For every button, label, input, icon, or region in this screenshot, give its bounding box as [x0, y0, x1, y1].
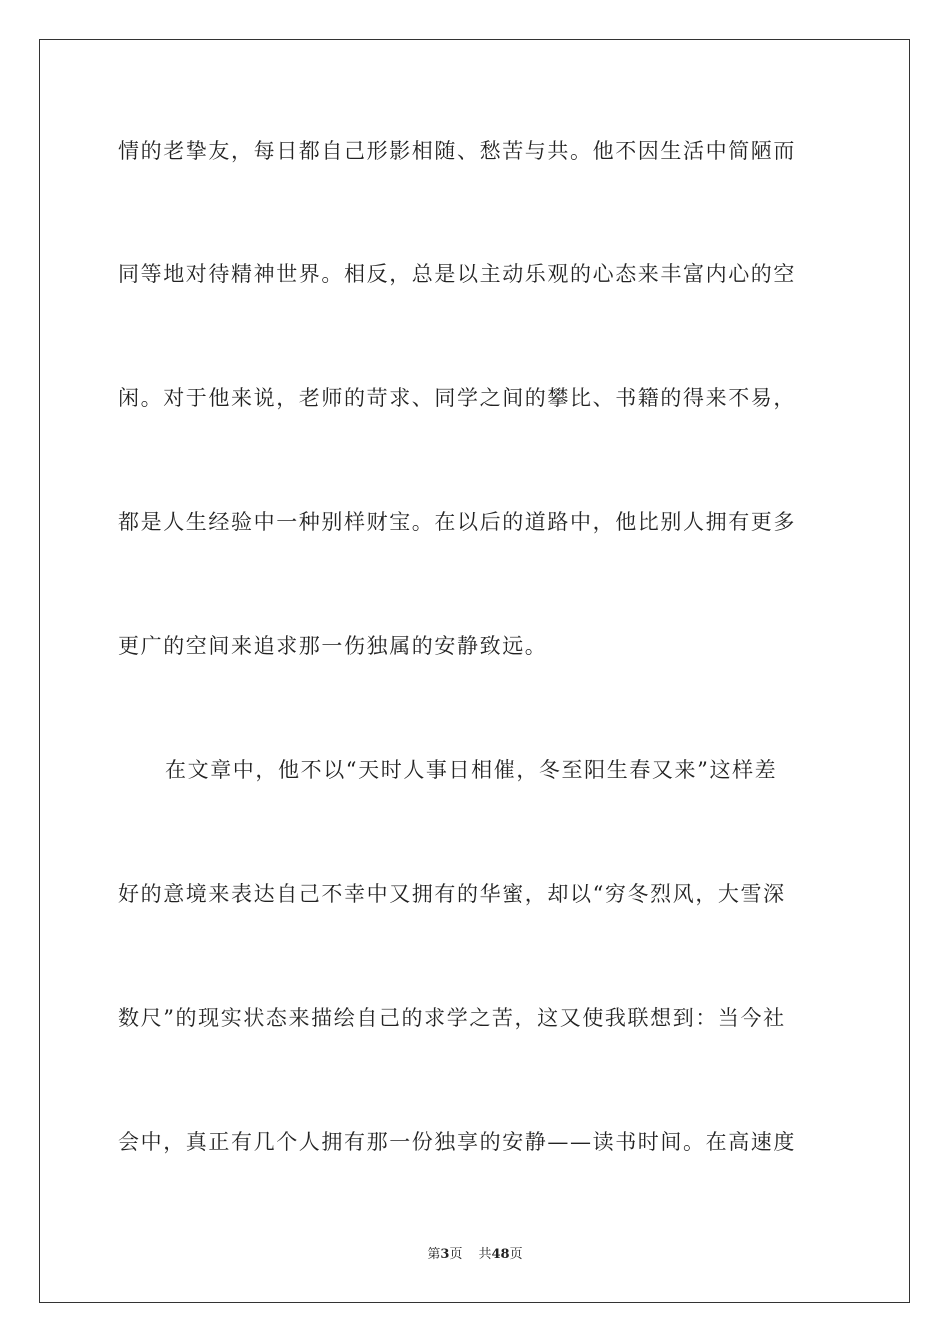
- text-line: 情的老挚友，每日都自己形影相随、愁苦与共。他不因生活中简陋而: [118, 139, 796, 163]
- total-prefix: 共: [478, 1247, 492, 1262]
- text-line: 数尺”的现实状态来描绘自己的求学之苦，这又使我联想到：当今社: [118, 1006, 786, 1030]
- text-line: 同等地对待精神世界。相反，总是以主动乐观的心态来丰富内心的空: [118, 262, 796, 286]
- paragraph-first-line: 在文章中，他不以“天时人事日相催，冬至阳生春又来”这样差: [165, 758, 778, 782]
- text-line: 会中，真正有几个人拥有那一份独享的安静——读书时间。在高速度: [118, 1130, 796, 1154]
- total-pages: 48: [491, 1247, 510, 1262]
- page-suffix: 页: [449, 1247, 463, 1262]
- page-border: [39, 39, 910, 1303]
- page-footer: [0, 1246, 950, 1264]
- text-line: 闲。对于他来说，老师的苛求、同学之间的攀比、书籍的得来不易，: [118, 386, 796, 410]
- text-line: 更广的空间来追求那一伤独属的安静致远。: [118, 634, 548, 658]
- total-suffix: 页: [509, 1247, 523, 1262]
- text-line: 好的意境来表达自己不幸中又拥有的华蜜，却以“穷冬烈风，大雪深: [118, 882, 786, 906]
- page-prefix: 第: [427, 1247, 441, 1262]
- text-line: 都是人生经验中一种别样财宝。在以后的道路中，他比别人拥有更多: [118, 510, 796, 534]
- page-number: 3: [440, 1247, 450, 1262]
